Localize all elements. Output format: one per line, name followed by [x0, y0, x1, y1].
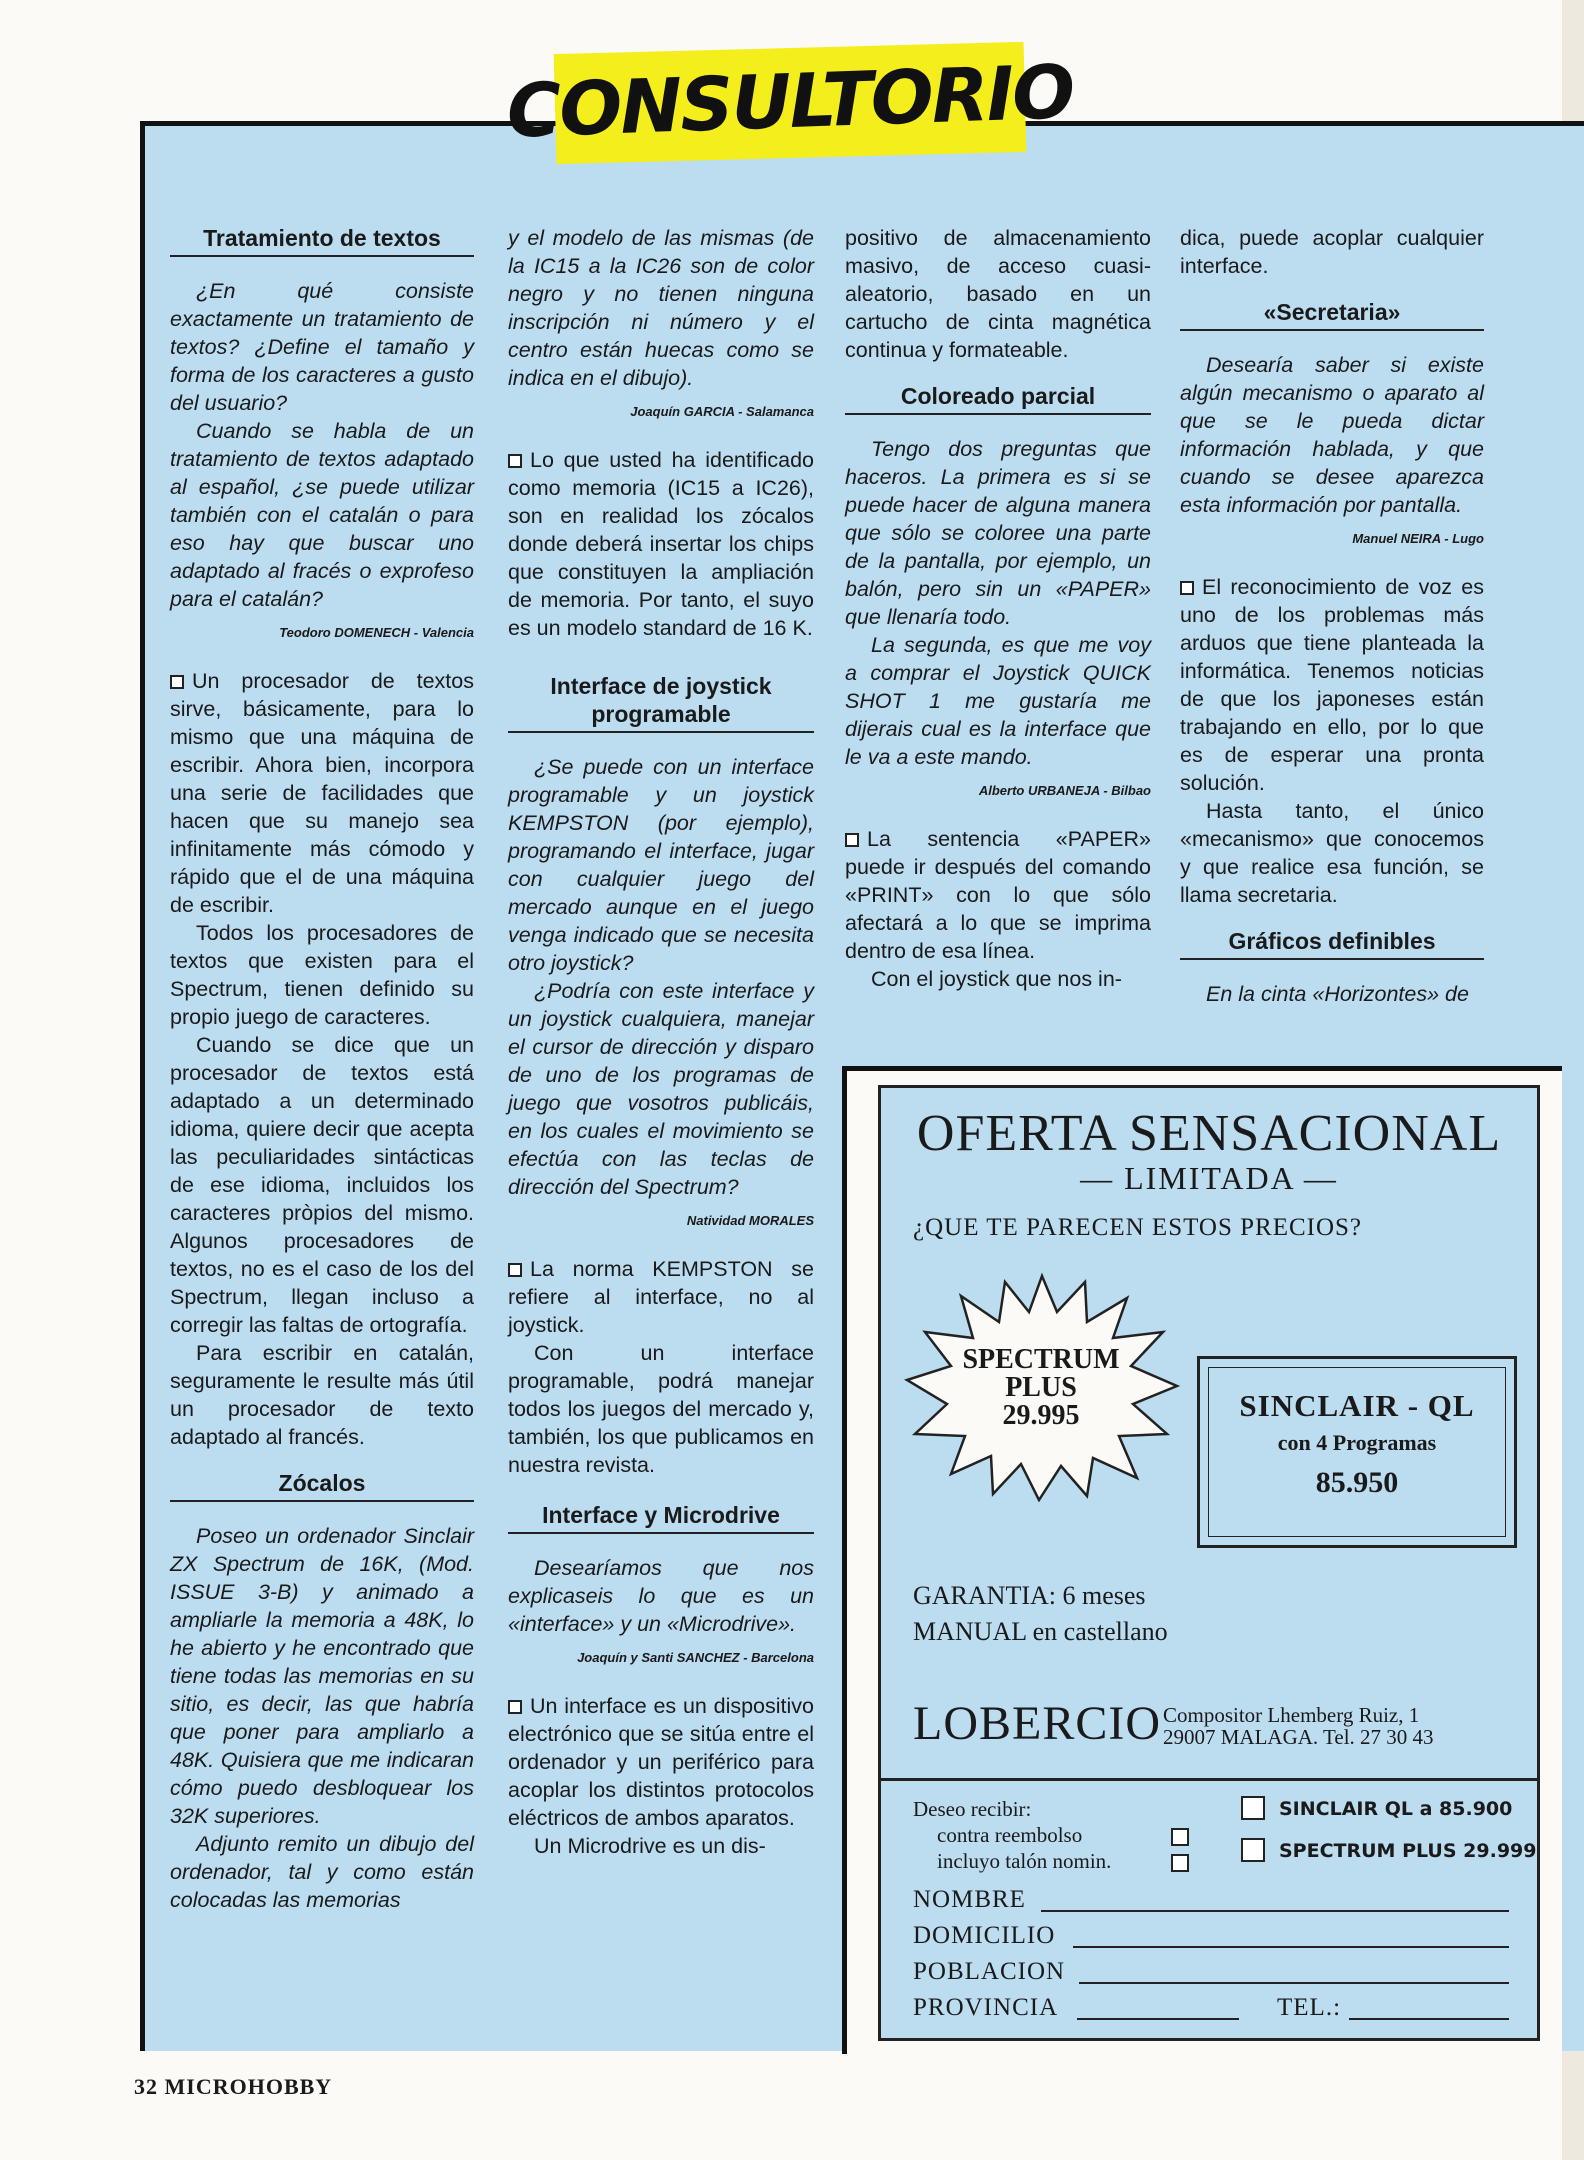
- spectrum-plus-label: PLUS: [1005, 1372, 1077, 1403]
- answer-text: Con un interface programable, podrá manejar todos los juegos del mercado y, también, los que publicamos en nuestra revista.: [508, 1341, 814, 1477]
- question-text: La segunda, es que me voy a comprar el Joystick QUICK SHOT 1 me gustaría me dijerais cual es la interface que le va a este mando.: [845, 633, 1151, 769]
- question-text: Desearía saber si existe algún mecanismo o aparato al que se le pueda dictar información hablada, y que cuando se desee aparezca esta información por pantalla.: [1180, 353, 1484, 517]
- answer-text: La norma KEMPSTON se refiere al interface, no al joystick.: [508, 1257, 814, 1337]
- heading-interface-joystick: Interface de joystick programable: [508, 672, 814, 733]
- ql-offer-box: [1197, 1356, 1517, 1548]
- talon-checkbox[interactable]: [1171, 1854, 1189, 1872]
- tel-label: TEL.:: [1277, 1994, 1342, 2021]
- question-text: Desearíamos que nos explicaseis lo que es un «interface» y un «Microdrive».: [508, 1556, 814, 1636]
- question-text: ¿En qué consiste exactamente un tratamiento de textos? ¿Define el tamaño y forma de los caracteres a gusto del usuario?: [170, 279, 474, 415]
- heading-coloreado: Coloreado parcial: [845, 382, 1151, 415]
- answer-box-icon: [845, 833, 859, 847]
- address-line: Compositor Lhemberg Ruiz, 1: [1163, 1703, 1420, 1727]
- column-2: [508, 224, 814, 1860]
- ql-name: SINCLAIR - QL: [1239, 1388, 1475, 1423]
- spectrum-name: SPECTRUM: [962, 1344, 1120, 1375]
- spectrum-plus-offer: [941, 1346, 1141, 1430]
- answer-text: Todos los procesadores de textos que existen para el Spectrum, tienen definido su propio juego de caracteres.: [170, 921, 474, 1029]
- answer-text: Hasta tanto, el único «mecanismo» que conocemos y que realice esa función, se llama secretaria.: [1180, 799, 1484, 907]
- heading-tratamiento: Tratamiento de textos: [170, 224, 474, 257]
- signature: Teodoro DOMENECH - Valencia: [279, 625, 474, 640]
- ad-question: ¿QUE TE PARECEN ESTOS PRECIOS?: [913, 1214, 1363, 1241]
- ad-brand-row: [913, 1696, 1513, 1756]
- divider: [881, 1778, 1537, 1781]
- ql-checkbox[interactable]: [1241, 1796, 1265, 1820]
- ad-guarantee: [913, 1578, 1168, 1650]
- reembolso-checkbox[interactable]: [1171, 1828, 1189, 1846]
- signature: Joaquín y Santi SANCHEZ - Barcelona: [577, 1650, 814, 1665]
- spectrum-price: 29.995: [1002, 1400, 1080, 1431]
- talon-label: incluyo talón nomin.: [937, 1849, 1112, 1873]
- poblacion-field[interactable]: POBLACION: [913, 1958, 1509, 1988]
- answer-text: Cuando se dice que un procesador de textos está adaptado a un determinado idioma, quiere decir que acepta las peculiaridades sintácticas de ese idioma, incluidos los caracteres pròpios del mismo. Algunos procesadores de textos, no es el caso de los del Spectrum, llegan incluso a corregir las faltas de ortografía.: [170, 1033, 474, 1337]
- deseo-label: Deseo recibir:: [913, 1797, 1032, 1821]
- answer-box-icon: [508, 454, 522, 468]
- option-ql[interactable]: SINCLAIR QL a 85.900: [1241, 1796, 1512, 1820]
- ql-price: 85.950: [1315, 1466, 1399, 1499]
- answer-box-icon: [170, 675, 184, 689]
- answer-text: dica, puede acoplar cualquier interface.: [1180, 226, 1484, 278]
- signature: Natividad MORALES: [686, 1213, 814, 1228]
- question-text: Cuando se habla de un tratamiento de textos adaptado al español, ¿se puede utilizar también con el catalán o para eso hay que buscar uno adaptado al fracés o exprofeso para el catalán?: [170, 419, 474, 611]
- brand-address: [1163, 1704, 1434, 1748]
- signature: Joaquín GARCIA - Salamanca: [630, 404, 814, 419]
- answer-text: Un interface es un dispositivo electrónico que se sitúa entre el ordenador y un periférico para acoplar los distintos protocolos eléctricos de ambos aparatos.: [508, 1694, 814, 1830]
- question-text: y el modelo de las mismas (de la IC15 a la IC26 son de color negro y no tienen ninguna inscripción ni número y el centro están huecas como se indica en el dibujo).: [508, 226, 814, 390]
- answer-text: positivo de almacenamiento masivo, de acceso cuasi-aleatorio, basado en un cartucho de cinta magnética continua y formateable.: [845, 226, 1151, 362]
- heading-interface-microdrive: Interface y Microdrive: [508, 1501, 814, 1534]
- provincia-field[interactable]: PROVINCIA TEL.:: [913, 1994, 1509, 2024]
- option-spectrum[interactable]: SPECTRUM PLUS 29.999: [1241, 1838, 1536, 1862]
- column-3: [845, 224, 1151, 993]
- question-text: Tengo dos preguntas que haceros. La primera es si se puede hacer de alguna manera que sólo se coloree una parte de la pantalla, por ejemplo, un balón, pero sin un «PAPER» que llenaría todo.: [845, 437, 1151, 629]
- address-line: 29007 MALAGA. Tel. 27 30 43: [1163, 1725, 1434, 1749]
- answer-box-icon: [508, 1263, 522, 1277]
- page-footer: 32 MICROHOBBY: [134, 2074, 333, 2099]
- domicilio-field[interactable]: DOMICILIO: [913, 1922, 1509, 1952]
- answer-text: Para escribir en catalán, seguramente le resulte más útil un procesador de texto adaptado al francés.: [170, 1341, 474, 1449]
- heading-graficos: Gráficos definibles: [1180, 927, 1484, 960]
- guarantee-text: GARANTIA: 6 meses: [913, 1581, 1146, 1610]
- question-text: ¿Podría con este interface y un joystick cualquiera, manejar el cursor de dirección y disparo de uno de los programas de juego que vosotros publicáis, en los cuales el movimiento se efectúa con las teclas de dirección del Spectrum?: [508, 979, 814, 1199]
- brand-name: LOBERCIO: [913, 1697, 1161, 1750]
- section-title: CONSULTORIO: [505, 49, 1075, 155]
- answer-box-icon: [1180, 581, 1194, 595]
- signature: Alberto URBANEJA - Bilbao: [978, 783, 1151, 798]
- signature: Manuel NEIRA - Lugo: [1352, 531, 1484, 546]
- heading-secretaria: «Secretaria»: [1180, 298, 1484, 331]
- column-1: [170, 224, 474, 1914]
- heading-zocalos: Zócalos: [170, 1469, 474, 1502]
- column-4: [1180, 224, 1484, 1008]
- answer-text: La sentencia «PAPER» puede ir después del comando «PRINT» con lo que sólo afectará a lo que se imprima dentro de esa línea.: [845, 827, 1151, 963]
- ad-subtitle: — LIMITADA —: [1080, 1160, 1338, 1196]
- advertisement: [878, 1085, 1540, 2041]
- order-options: [913, 1796, 1111, 1874]
- question-text: ¿Se puede con un interface programable y un joystick KEMPSTON (por ejemplo), programando el interface, jugar con cualquier juego del mercado aunque en el juego venga indicado que se necesita otro joystick?: [508, 755, 814, 975]
- question-text: Adjunto remito un dibujo del ordenador, tal y como están colocadas las memorias: [170, 1832, 474, 1912]
- answer-text: Lo que usted ha identificado como memoria (IC15 a IC26), son en realidad los zócalos donde deberá insertar los chips que constituyen la ampliación de memoria. Por tanto, el suyo es un modelo standard de 16 K.: [508, 448, 814, 640]
- spectrum-checkbox[interactable]: [1241, 1838, 1265, 1862]
- reembolso-label: contra reembolso: [937, 1823, 1083, 1847]
- manual-text: MANUAL en castellano: [913, 1617, 1168, 1646]
- question-text: En la cinta «Horizontes» de: [1206, 982, 1469, 1006]
- answer-box-icon: [508, 1700, 522, 1714]
- answer-text: Un procesador de textos sirve, básicamente, para lo mismo que una máquina de escribir. Ahora bien, incorpora una serie de facilidades que hacen que su manejo sea infinitamente más cómodo y rápido que el de una máquina de escribir.: [170, 669, 474, 917]
- nombre-field[interactable]: NOMBRE: [913, 1886, 1509, 1916]
- answer-text: Con el joystick que nos in-: [871, 967, 1122, 991]
- ql-programs: con 4 Programas: [1277, 1430, 1437, 1455]
- question-text: Poseo un ordenador Sinclair ZX Spectrum de 16K, (Mod. ISSUE 3-B) y animado a ampliarle la memoria a 48K, lo he abierto y he encontrado que tiene todas las memorias en su sitio, es decir, las que habría que poner para ampliarlo a 48K. Quisiera que me indicaran cómo puedo desbloquear los 32K superiores.: [170, 1524, 474, 1828]
- ad-title: OFERTA SENSACIONAL: [916, 1105, 1502, 1162]
- answer-text: Un Microdrive es un dis-: [534, 1834, 766, 1858]
- answer-text: El reconocimiento de voz es uno de los problemas más arduos que tiene planteada la informática. Tenemos noticias de que los japoneses están trabajando en ello, por lo que es de esperar una pronta solución.: [1180, 575, 1484, 795]
